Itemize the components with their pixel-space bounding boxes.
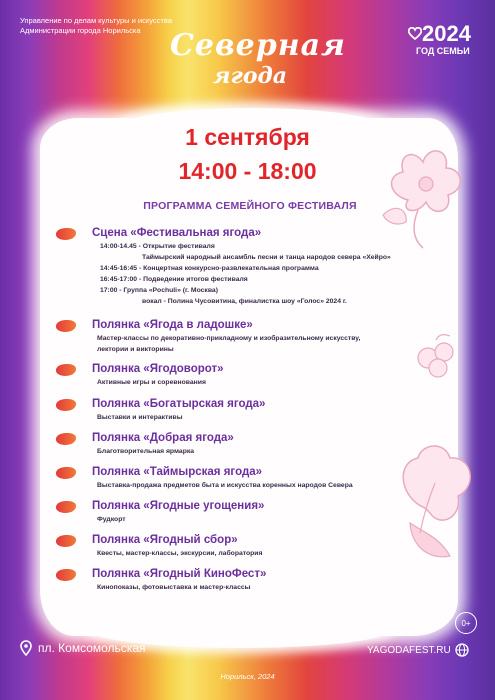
globe-icon (455, 643, 469, 657)
item-line: Таймырский народный ансамбль песни и танца народов севера «Хейро» (142, 254, 391, 261)
item-line: Выставки и интерактивы (97, 414, 183, 421)
website[interactable] (367, 643, 469, 657)
item-title: Полянка «Ягодные угощения» (92, 500, 265, 512)
item-line: Благотворительная ярмарка (97, 448, 195, 455)
location-text: пл. Комсомольская (38, 641, 146, 655)
city-year: Норильск, 2024 (220, 672, 275, 681)
item-title: Полянка «Ягодоворот» (92, 363, 224, 375)
location (20, 640, 146, 656)
item-line: Квесты, мастер-классы, экскурсии, лаборатория (97, 550, 263, 557)
flower-illustration (378, 140, 470, 250)
item-line: Активные игры и соревнования (97, 379, 206, 386)
item-line: 16:45-17:00 - Подведение итогов фестиваля (100, 276, 248, 283)
festival-logo (170, 28, 346, 89)
year-of-family-logo (408, 22, 478, 57)
year-number: 2024 (422, 21, 471, 46)
event-date: 1 сентября (185, 124, 310, 150)
event-time: 14:00 - 18:00 (178, 158, 317, 184)
item-title: Полянка «Ягодный сбор» (92, 534, 238, 546)
item-line: вокал - Полина Чусовитина, финалистка шоу «Голос» 2024 г. (142, 298, 347, 305)
item-line: Кинопоказы, фотовыставка и мастер-классы (97, 584, 251, 591)
logo-line-2: ягода (212, 63, 288, 89)
item-title: Полянка «Добрая ягода» (92, 432, 234, 444)
logo-line-1: Северная (170, 28, 346, 63)
website-text[interactable]: YAGODAFEST.RU (367, 644, 451, 656)
map-pin-icon (20, 640, 32, 656)
item-line: лектории и викторины (97, 346, 174, 353)
heart-icon (408, 27, 422, 41)
item-line: Фудкорт (97, 516, 126, 523)
item-title: Полянка «Богатырская ягода» (92, 398, 266, 410)
item-line: Мастер-классы по декоративно-прикладному и изобразительному искусству, (97, 335, 361, 342)
item-title: Полянка «Ягодный КиноФест» (92, 568, 267, 580)
item-title: Полянка «Ягода в ладошке» (92, 319, 253, 331)
item-line: 14:45-16:45 - Концертная конкурсно-развлекательная программа (100, 265, 319, 272)
item-line: 14:00-14.45 - Открытие фестиваля (100, 243, 215, 250)
item-title: Полянка «Таймырская ягода» (92, 466, 263, 478)
item-line: Выставка-продажа предметов быта и искусства коренных народов Севера (97, 482, 353, 489)
organizer-line-2: Администрации города Норильска (20, 26, 141, 35)
year-label: ГОД СЕМЬИ (416, 46, 470, 56)
berry-illustration (410, 332, 462, 382)
large-flower-illustration (380, 438, 480, 568)
item-line: 17:00 - Группа «Pochuli» (г. Москва) (100, 287, 218, 294)
program-title: ПРОГРАММА СЕМЕЙНОГО ФЕСТИВАЛЯ (143, 200, 357, 212)
item-title: Сцена «Фестивальная ягода» (92, 227, 262, 239)
organizer (20, 16, 172, 36)
organizer-line-1: Управление по делам культуры и искусства (20, 16, 172, 25)
age-rating-badge: 0+ (455, 612, 477, 634)
